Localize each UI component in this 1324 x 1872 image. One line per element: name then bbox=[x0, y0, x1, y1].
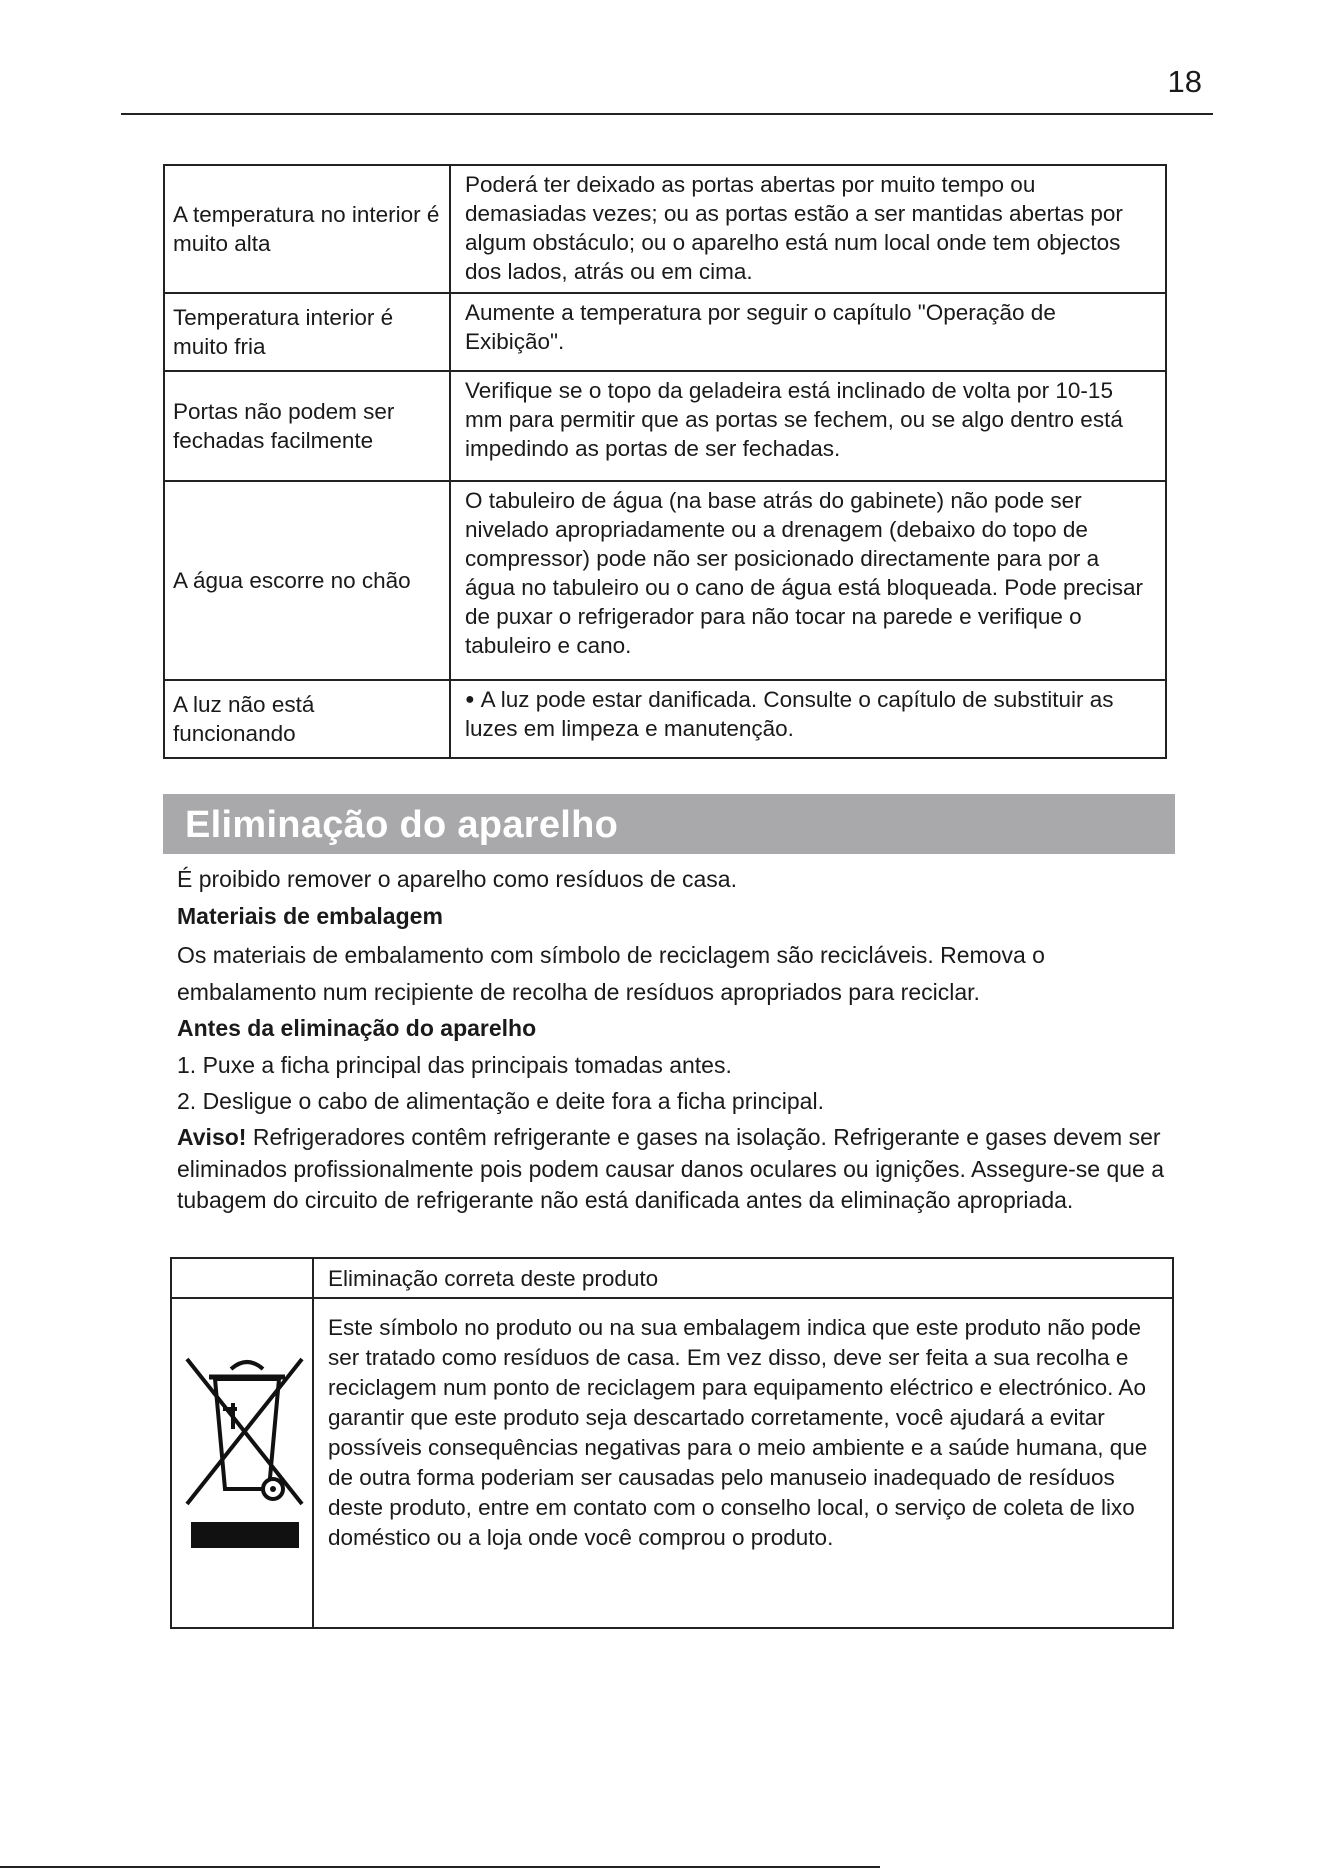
table-row bbox=[171, 1298, 1173, 1628]
weee-crossed-bin-icon bbox=[171, 1298, 313, 1628]
table-row bbox=[164, 481, 1166, 680]
bullet-icon: ● bbox=[465, 691, 475, 708]
problem-cell: A temperatura no interior é muito alta bbox=[164, 165, 450, 293]
warning-label: Aviso! bbox=[177, 1124, 247, 1150]
footer-divider bbox=[0, 1866, 880, 1868]
warning-paragraph bbox=[177, 1122, 1177, 1217]
section-heading-bar bbox=[163, 794, 1175, 854]
table-row bbox=[164, 293, 1166, 371]
cause-cell: Poderá ter deixado as portas abertas por muito tempo ou demasiadas vezes; ou as portas estão a ser mantidas abertas por algum obstáculo; ou o aparelho está num local onde tem objectos dos lados, atrás ou em cima. bbox=[450, 165, 1166, 293]
table-row bbox=[171, 1258, 1173, 1298]
troubleshooting-table bbox=[163, 164, 1167, 759]
step-item: 2. Desligue o cabo de alimentação e deite fora a ficha principal. bbox=[177, 1088, 824, 1114]
problem-cell: A água escorre no chão bbox=[164, 481, 450, 680]
table-row bbox=[164, 371, 1166, 481]
disposal-header: Eliminação correta deste produto bbox=[313, 1258, 1173, 1298]
before-disposal-heading: Antes da eliminação do aparelho bbox=[177, 1015, 537, 1041]
cause-cell: O tabuleiro de água (na base atrás do gabinete) não pode ser nivelado apropriadamente ou a drenagem (debaixo do topo de compressor) pode não ser posicionado directamente para por a água no tabuleiro ou o cano de água está bloqueada. Pode precisar de puxar o refrigerador para não tocar na parede e verifique o tabuleiro e cano. bbox=[450, 481, 1166, 680]
warning-text: Refrigeradores contêm refrigerante e gases na isolação. Refrigerante e gases devem ser eliminados profissionalmente pois podem causar danos oculares ou ignições. Assegure-se que a tubagem do circuito de refrigerante não está danificada antes da eliminação apropriada. bbox=[177, 1124, 1165, 1213]
disposal-table bbox=[170, 1257, 1174, 1629]
cause-cell: Aumente a temperatura por seguir o capítulo "Operação de Exibição". bbox=[450, 293, 1166, 371]
problem-cell: Portas não podem ser fechadas facilmente bbox=[164, 371, 450, 481]
table-row bbox=[164, 165, 1166, 293]
cause-cell: Verifique se o topo da geladeira está inclinado de volta por 10-15 mm para permitir que as portas se fechem, ou se algo dentro está impedindo as portas de ser fechadas. bbox=[450, 371, 1166, 481]
disposal-description: Este símbolo no produto ou na sua embalagem indica que este produto não pode ser tratado como resíduos de casa. Em vez disso, deve ser feita a sua recolha e reciclagem num ponto de reciclagem para equipamento eléctrico e electrónico. Ao garantir que este produto seja descartado corretamente, você ajudará a evitar possíveis consequências negativas para o meio ambiente e a saúde humana, que de outra forma poderiam ser causadas pelo manuseio inadequado de resíduos deste produto, entre em contato com o conselho local, o serviço de coleta de lixo doméstico ou a loja onde você comprou o produto. bbox=[313, 1298, 1173, 1628]
packaging-text-line: embalamento num recipiente de recolha de resíduos apropriados para reciclar. bbox=[177, 979, 980, 1005]
cause-cell bbox=[450, 680, 1166, 758]
header-divider bbox=[121, 113, 1213, 115]
packaging-heading: Materiais de embalagem bbox=[177, 903, 443, 929]
problem-cell: A luz não está funcionando bbox=[164, 680, 450, 758]
page-number: 18 bbox=[1167, 64, 1202, 99]
intro-text: É proibido remover o aparelho como resíduos de casa. bbox=[177, 866, 737, 892]
step-item: 1. Puxe a ficha principal das principais tomadas antes. bbox=[177, 1052, 732, 1078]
table-row bbox=[164, 680, 1166, 758]
section-title: Eliminação do aparelho bbox=[185, 804, 619, 846]
weee-symbol-graphic bbox=[177, 1339, 307, 1549]
packaging-text-line: Os materiais de embalamento com símbolo de reciclagem são recicláveis. Remova o bbox=[177, 942, 1045, 968]
empty-cell bbox=[171, 1258, 313, 1298]
cause-text: A luz pode estar danificada. Consulte o capítulo de substituir as luzes em limpeza e manutenção. bbox=[465, 687, 1114, 741]
problem-cell: Temperatura interior é muito fria bbox=[164, 293, 450, 371]
